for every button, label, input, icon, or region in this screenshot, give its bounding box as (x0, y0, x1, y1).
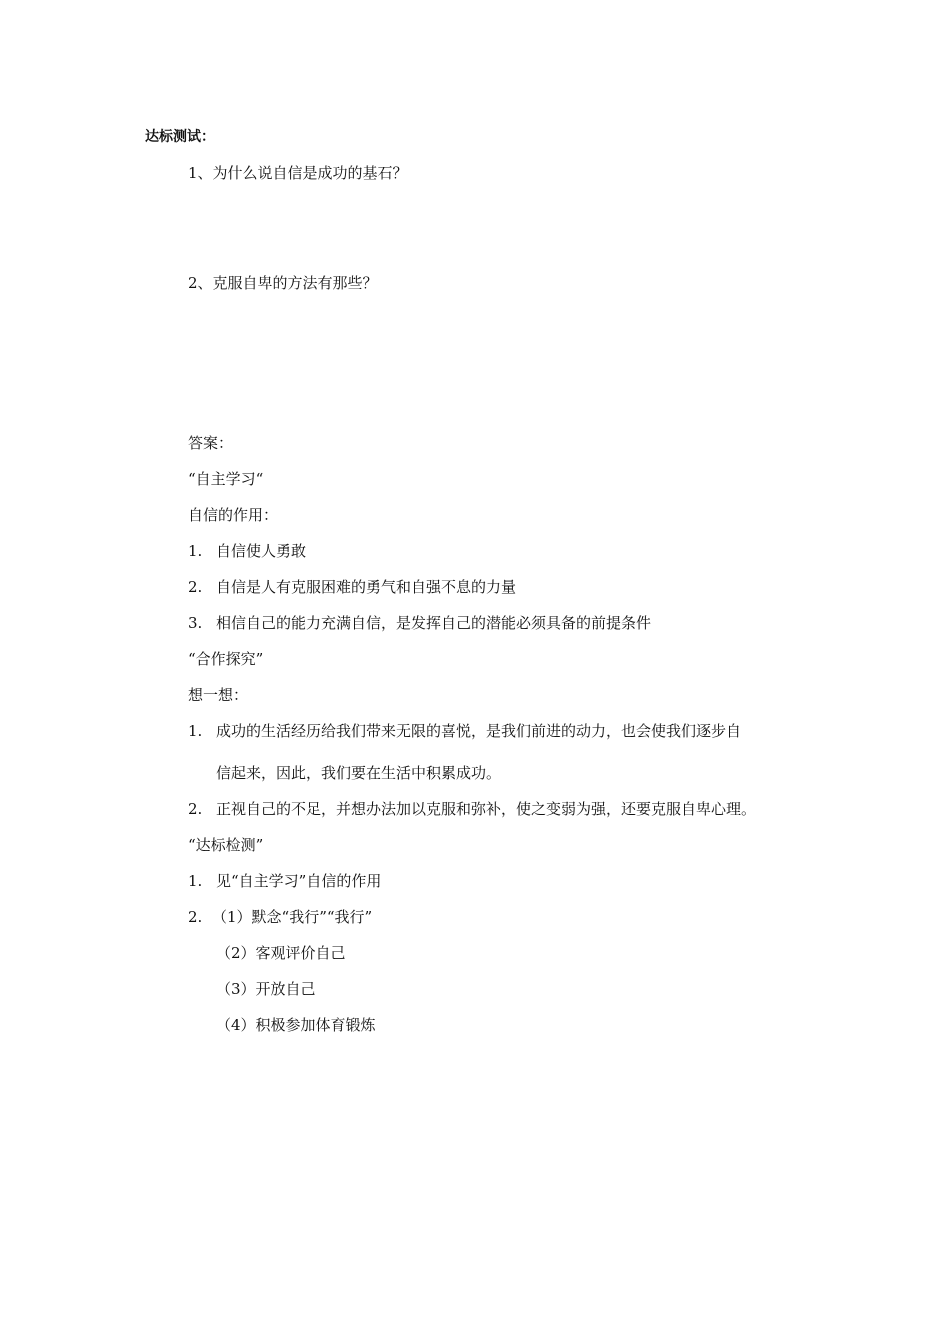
test-heading: 达标测试： (145, 129, 215, 145)
list-number: 2. (188, 908, 203, 926)
list-item: 自信是人有克服困难的勇气和自强不息的力量 (216, 578, 517, 596)
list-item: 正视自己的不足，并想办法加以克服和弥补，使之变弱为强，还要克服自卑心理。 (216, 800, 757, 818)
self-study-subtitle: 自信的作用： (188, 506, 279, 524)
question-2: 2、克服自卑的方法有那些？ (188, 274, 378, 292)
section-self-study: “自主学习“ (188, 470, 264, 488)
list-number: 1. (188, 722, 203, 740)
list-number: 1. (188, 872, 203, 890)
list-number: 3. (188, 614, 203, 632)
list-number: 1. (188, 542, 203, 560)
sub-item: （4）积极参加体育锻炼 (216, 1016, 376, 1034)
list-item: 自信使人勇敢 (216, 542, 307, 560)
section-cooperation: “合作探究” (188, 650, 264, 668)
list-item: 见“自主学习”自信的作用 (216, 872, 382, 890)
list-item: 相信自己的能力充满自信，是发挥自己的潜能必须具备的前提条件 (216, 614, 652, 632)
cooperation-subtitle: 想一想： (188, 686, 249, 704)
list-number: 2. (188, 800, 203, 818)
list-item: 成功的生活经历给我们带来无限的喜悦，是我们前进的动力，也会使我们逐步自 (216, 722, 742, 740)
section-check: “达标检测” (188, 836, 264, 854)
sub-item: （2）客观评价自己 (216, 944, 346, 962)
list-item: （1）默念“我行”“我行” (212, 908, 373, 926)
question-1: 1、为什么说自信是成功的基石？ (188, 164, 408, 182)
list-item-continuation: 信起来，因此，我们要在生活中积累成功。 (216, 764, 502, 782)
answer-label: 答案： (188, 434, 234, 452)
sub-item: （3）开放自己 (216, 980, 316, 998)
list-number: 2. (188, 578, 203, 596)
